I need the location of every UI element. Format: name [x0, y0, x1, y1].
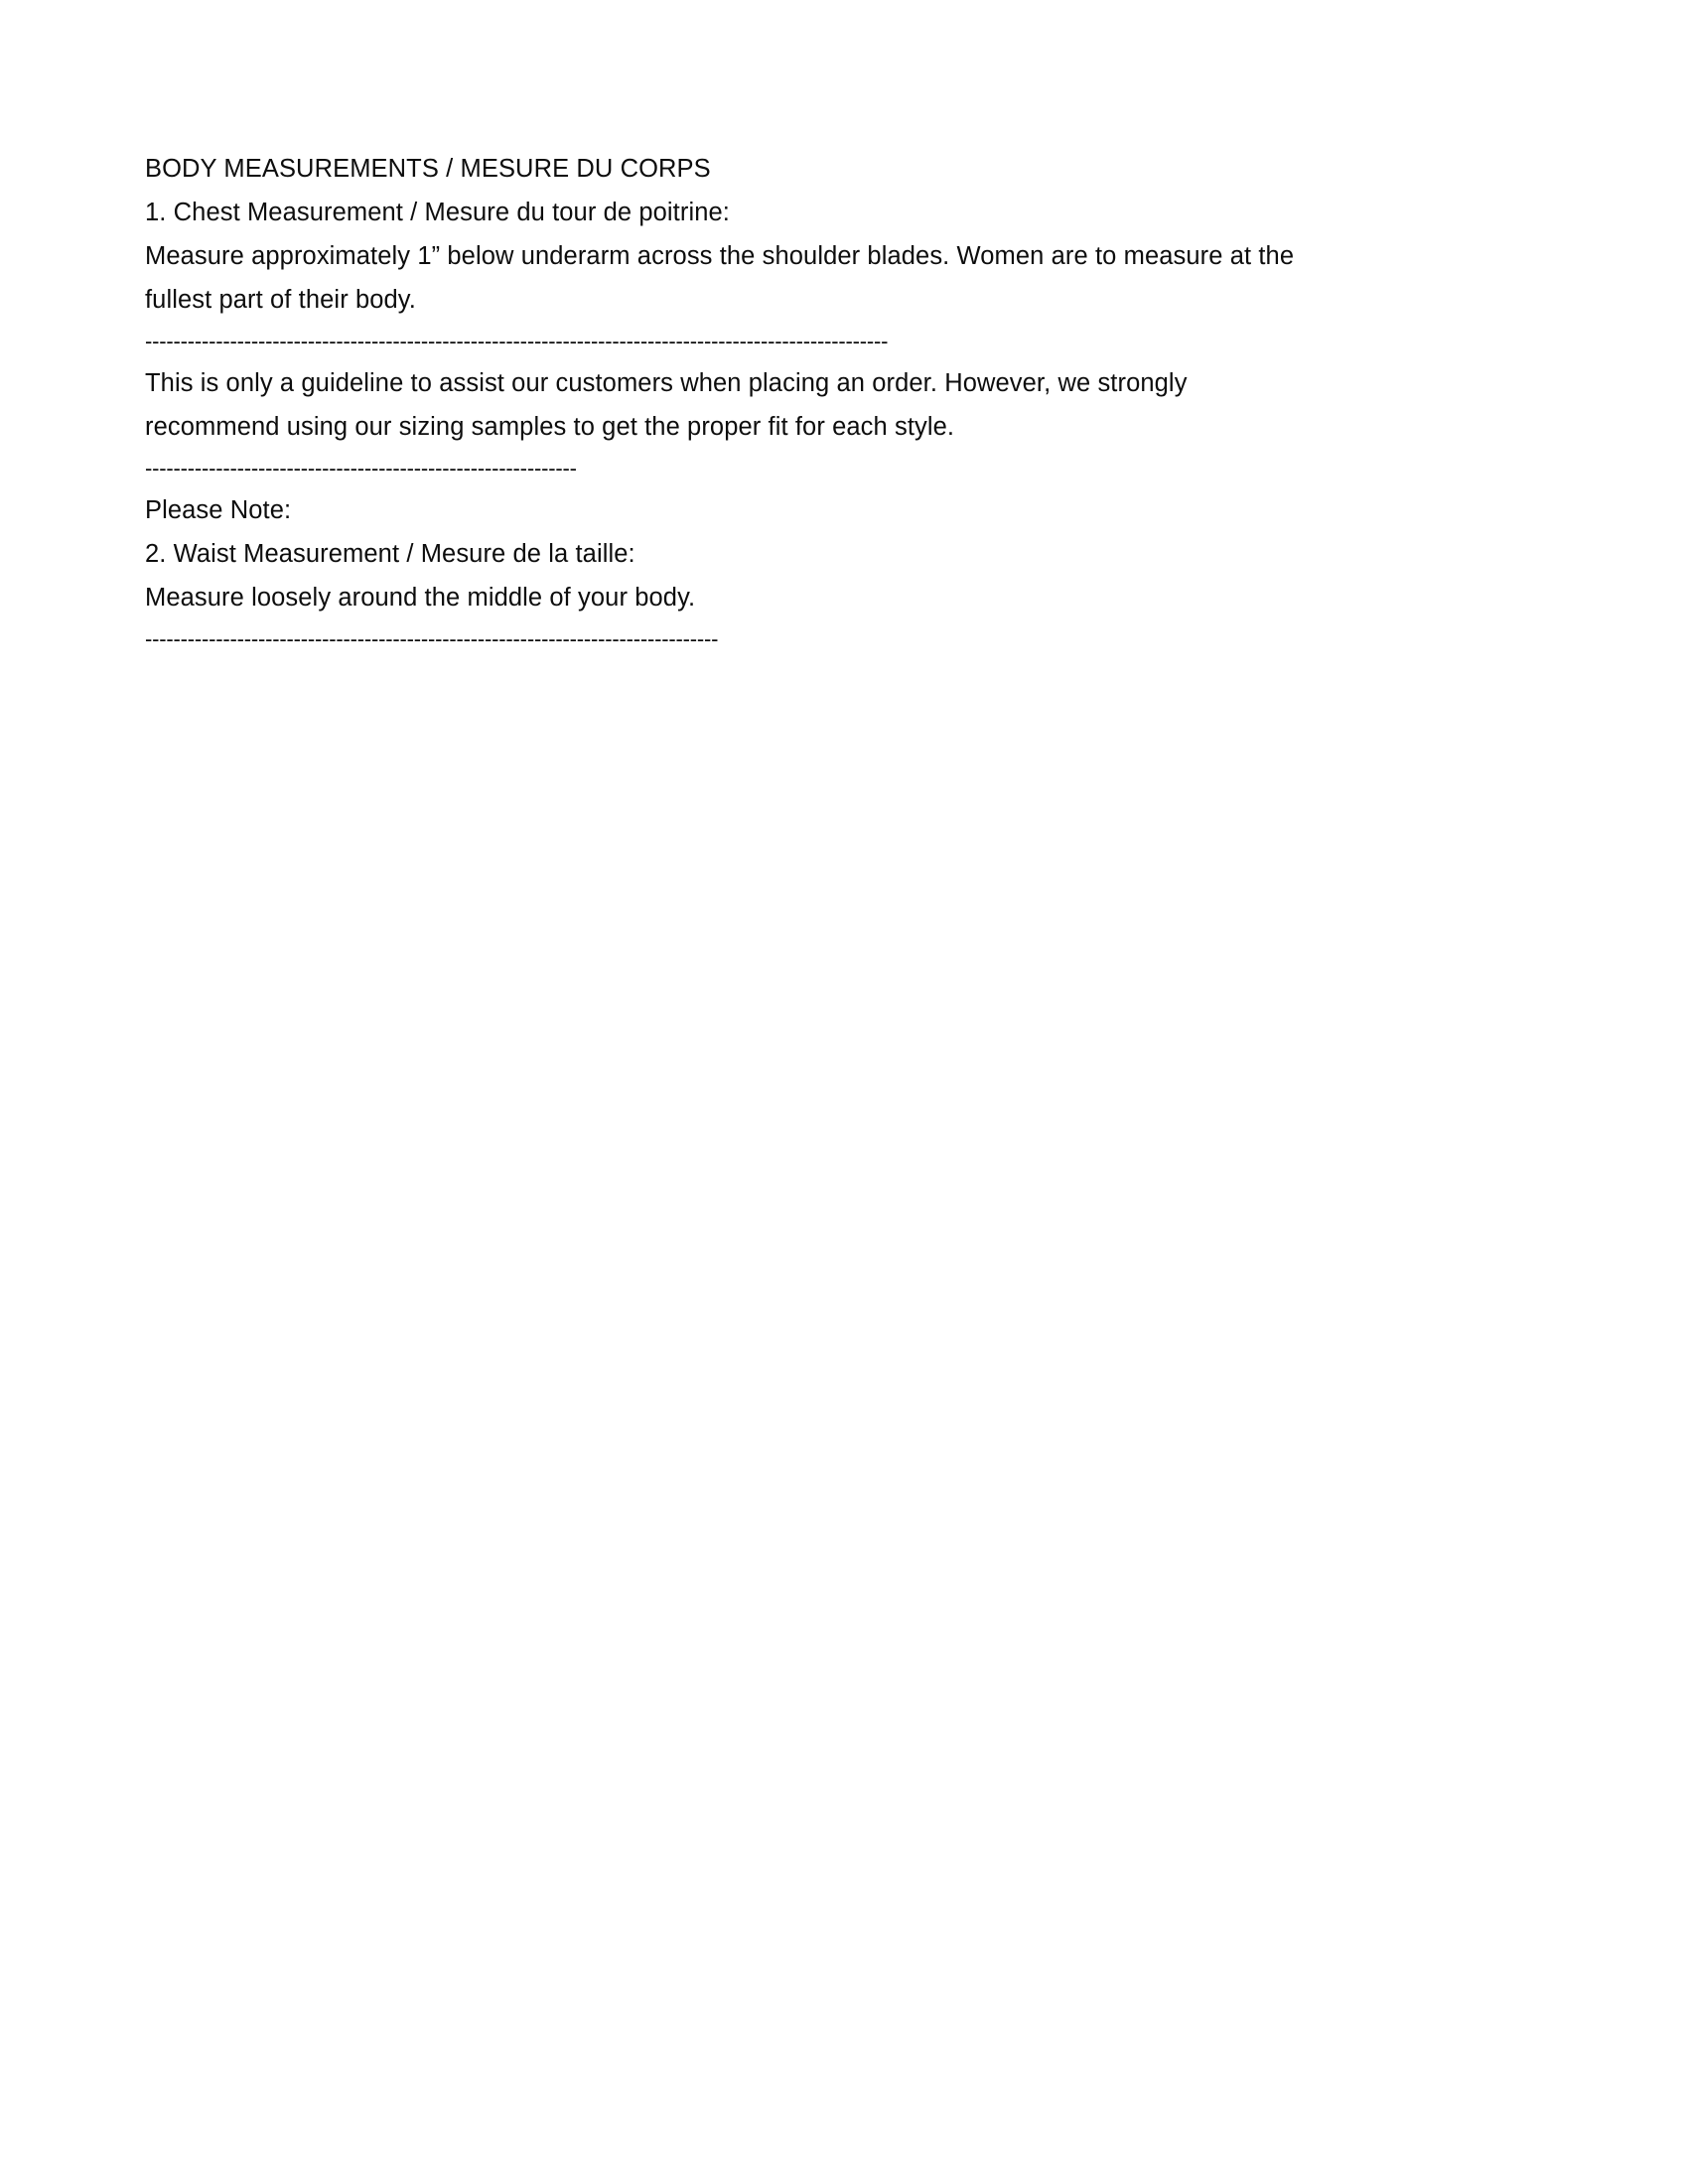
document-heading: BODY MEASUREMENTS / MESURE DU CORPS [145, 155, 711, 183]
waist-measurement-heading: 2. Waist Measurement / Mesure de la taille: [145, 540, 635, 568]
waist-measurement-instructions: Measure loosely around the middle of your body. [145, 584, 696, 612]
divider-rule-2: ------------------------------------------------------------- [145, 456, 577, 480]
please-note-label: Please Note: [145, 496, 292, 524]
divider-rule-1: --------------------------------------------------------------------------------------------------------- [145, 329, 889, 353]
document-content [145, 147, 1466, 659]
divider-rule-3: --------------------------------------------------------------------------------- [145, 626, 719, 651]
guideline-disclaimer: This is only a guideline to assist our customers when placing an order. However, we strongly recommend using our sizing samples to get the proper fit for each style. [145, 369, 1188, 441]
chest-measurement-instructions: Measure approximately 1” below underarm across the shoulder blades. Women are to measure at the fullest part of their body. [145, 242, 1295, 314]
chest-measurement-heading: 1. Chest Measurement / Mesure du tour de poitrine: [145, 199, 730, 226]
